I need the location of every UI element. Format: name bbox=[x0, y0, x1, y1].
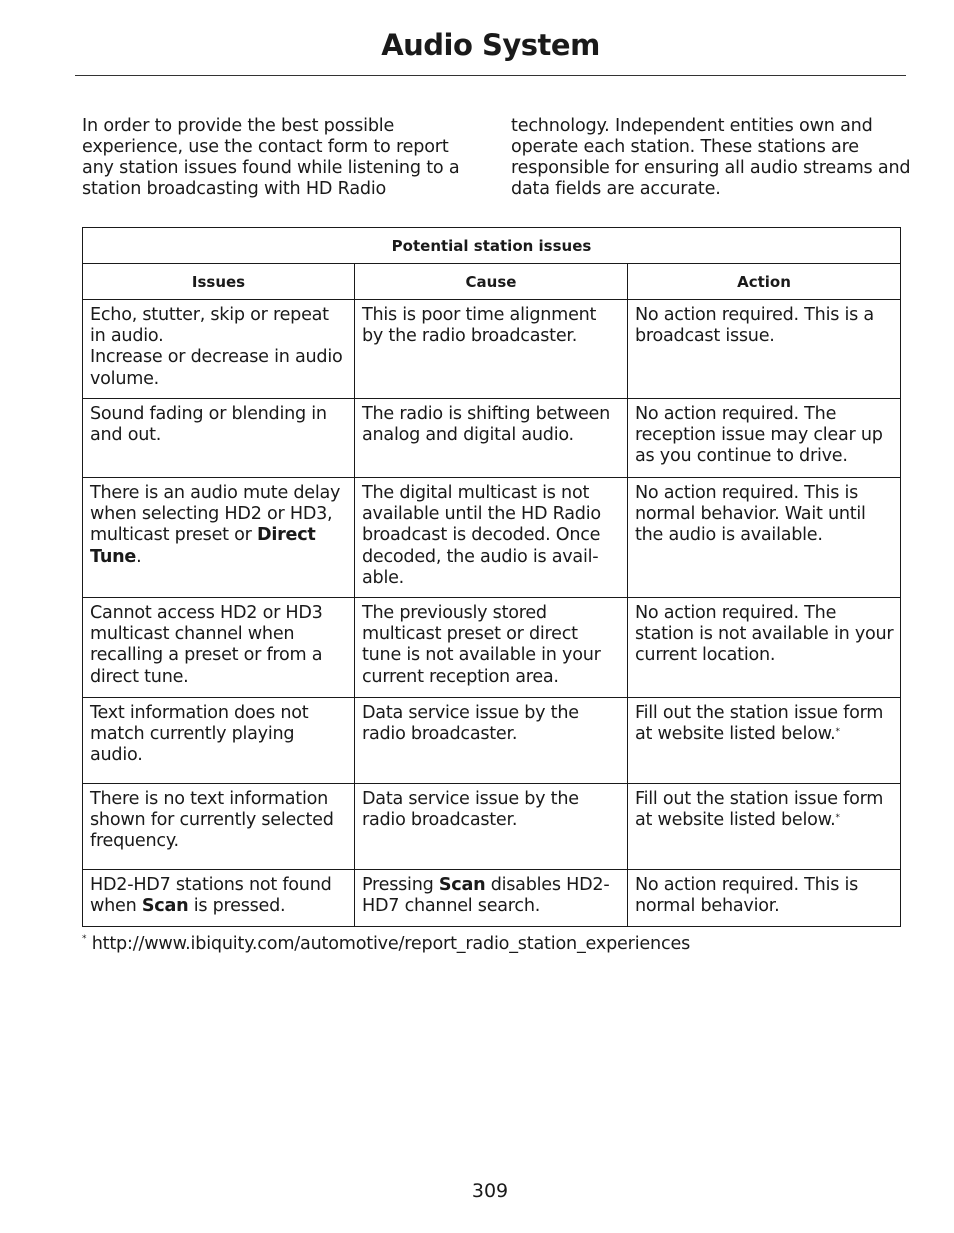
cause-cell: The digital multicast is not available until the HD Radio broadcast is decoded. Once decoded, the audio is avail-able. bbox=[355, 478, 628, 598]
direct-tune-keyword: Direct Tune bbox=[90, 525, 316, 567]
issue-cell bbox=[83, 478, 355, 598]
cause-cell: The previously stored multicast preset or direct tune is not available in your current reception area. bbox=[355, 598, 628, 698]
issue-text: Echo, stutter, skip or repeat in audio. bbox=[90, 305, 329, 347]
action-text: Fill out the station issue form at website listed below. bbox=[635, 789, 884, 831]
cause-cell: Data service issue by the radio broadcaster. bbox=[355, 784, 628, 870]
table-row bbox=[83, 399, 901, 478]
action-cell bbox=[628, 784, 901, 870]
table-row bbox=[83, 784, 901, 870]
issue-text-end: is pressed. bbox=[188, 896, 286, 917]
issue-text: Increase or decrease in audio volume. bbox=[90, 347, 343, 389]
action-cell: No action required. This is normal behavior. bbox=[628, 870, 901, 927]
footnote-marker: * bbox=[835, 813, 840, 824]
table-caption: Potential station issues bbox=[83, 228, 901, 264]
table-caption-row bbox=[83, 228, 901, 264]
intro-paragraph-col2: technology. Independent entities own and operate each station. These stations are responsible for ensuring all audio streams and data fields are accurate. bbox=[511, 116, 911, 199]
issue-cell: Sound fading or blending in and out. bbox=[83, 399, 355, 478]
cause-cell: The radio is shifting between analog and digital audio. bbox=[355, 399, 628, 478]
table-row bbox=[83, 698, 901, 784]
cause-cell: Data service issue by the radio broadcaster. bbox=[355, 698, 628, 784]
cause-cell bbox=[355, 870, 628, 927]
action-cell: No action required. The reception issue may clear up as you continue to drive. bbox=[628, 399, 901, 478]
table-row bbox=[83, 870, 901, 927]
cause-text-end: disables HD2-HD7 channel search. bbox=[362, 875, 610, 917]
page-number: 309 bbox=[471, 1180, 509, 1202]
footnote-mark: * bbox=[82, 934, 87, 944]
table-row bbox=[83, 478, 901, 598]
scan-keyword: Scan bbox=[141, 896, 189, 917]
issue-text-end: . bbox=[136, 546, 142, 567]
table-row bbox=[83, 598, 901, 698]
issue-cell: Text information does not match currently playing audio. bbox=[83, 698, 355, 784]
issue-text: HD2-HD7 stations not found when bbox=[90, 875, 332, 917]
action-cell: No action required. The station is not available in your current location. bbox=[628, 598, 901, 698]
intro-paragraph-col1: In order to provide the best possible experience, use the contact form to report any station issues found while listening to a station broadcasting with HD Radio bbox=[82, 116, 460, 199]
issue-cell: There is no text information shown for currently selected frequency. bbox=[83, 784, 355, 870]
footnote-url: http://www.ibiquity.com/automotive/report_radio_station_experiences bbox=[86, 934, 691, 954]
action-cell: No action required. This is normal behavior. Wait until the audio is available. bbox=[628, 478, 901, 598]
cause-cell: This is poor time alignment by the radio broadcaster. bbox=[355, 300, 628, 399]
table-row bbox=[83, 300, 901, 399]
action-text: Fill out the station issue form at website listed below. bbox=[635, 703, 884, 745]
action-cell: No action required. This is a broadcast issue. bbox=[628, 300, 901, 399]
cause-text: Pressing bbox=[362, 875, 439, 896]
footnote bbox=[82, 934, 690, 954]
issue-cell bbox=[83, 870, 355, 927]
footnote-marker: * bbox=[835, 727, 840, 738]
title-divider bbox=[75, 75, 906, 76]
column-header-action: Action bbox=[628, 264, 901, 300]
station-issues-table bbox=[82, 227, 901, 927]
issue-cell bbox=[83, 300, 355, 399]
action-cell bbox=[628, 698, 901, 784]
page-title: Audio System bbox=[381, 28, 600, 62]
issue-text: There is an audio mute delay when selecting HD2 or HD3, multicast preset or bbox=[90, 483, 341, 546]
issue-cell: Cannot access HD2 or HD3 multicast channel when recalling a preset or from a direct tune. bbox=[83, 598, 355, 698]
column-header-cause: Cause bbox=[355, 264, 628, 300]
table-header-row bbox=[83, 264, 901, 300]
column-header-issues: Issues bbox=[83, 264, 355, 300]
scan-keyword: Scan bbox=[438, 875, 486, 896]
